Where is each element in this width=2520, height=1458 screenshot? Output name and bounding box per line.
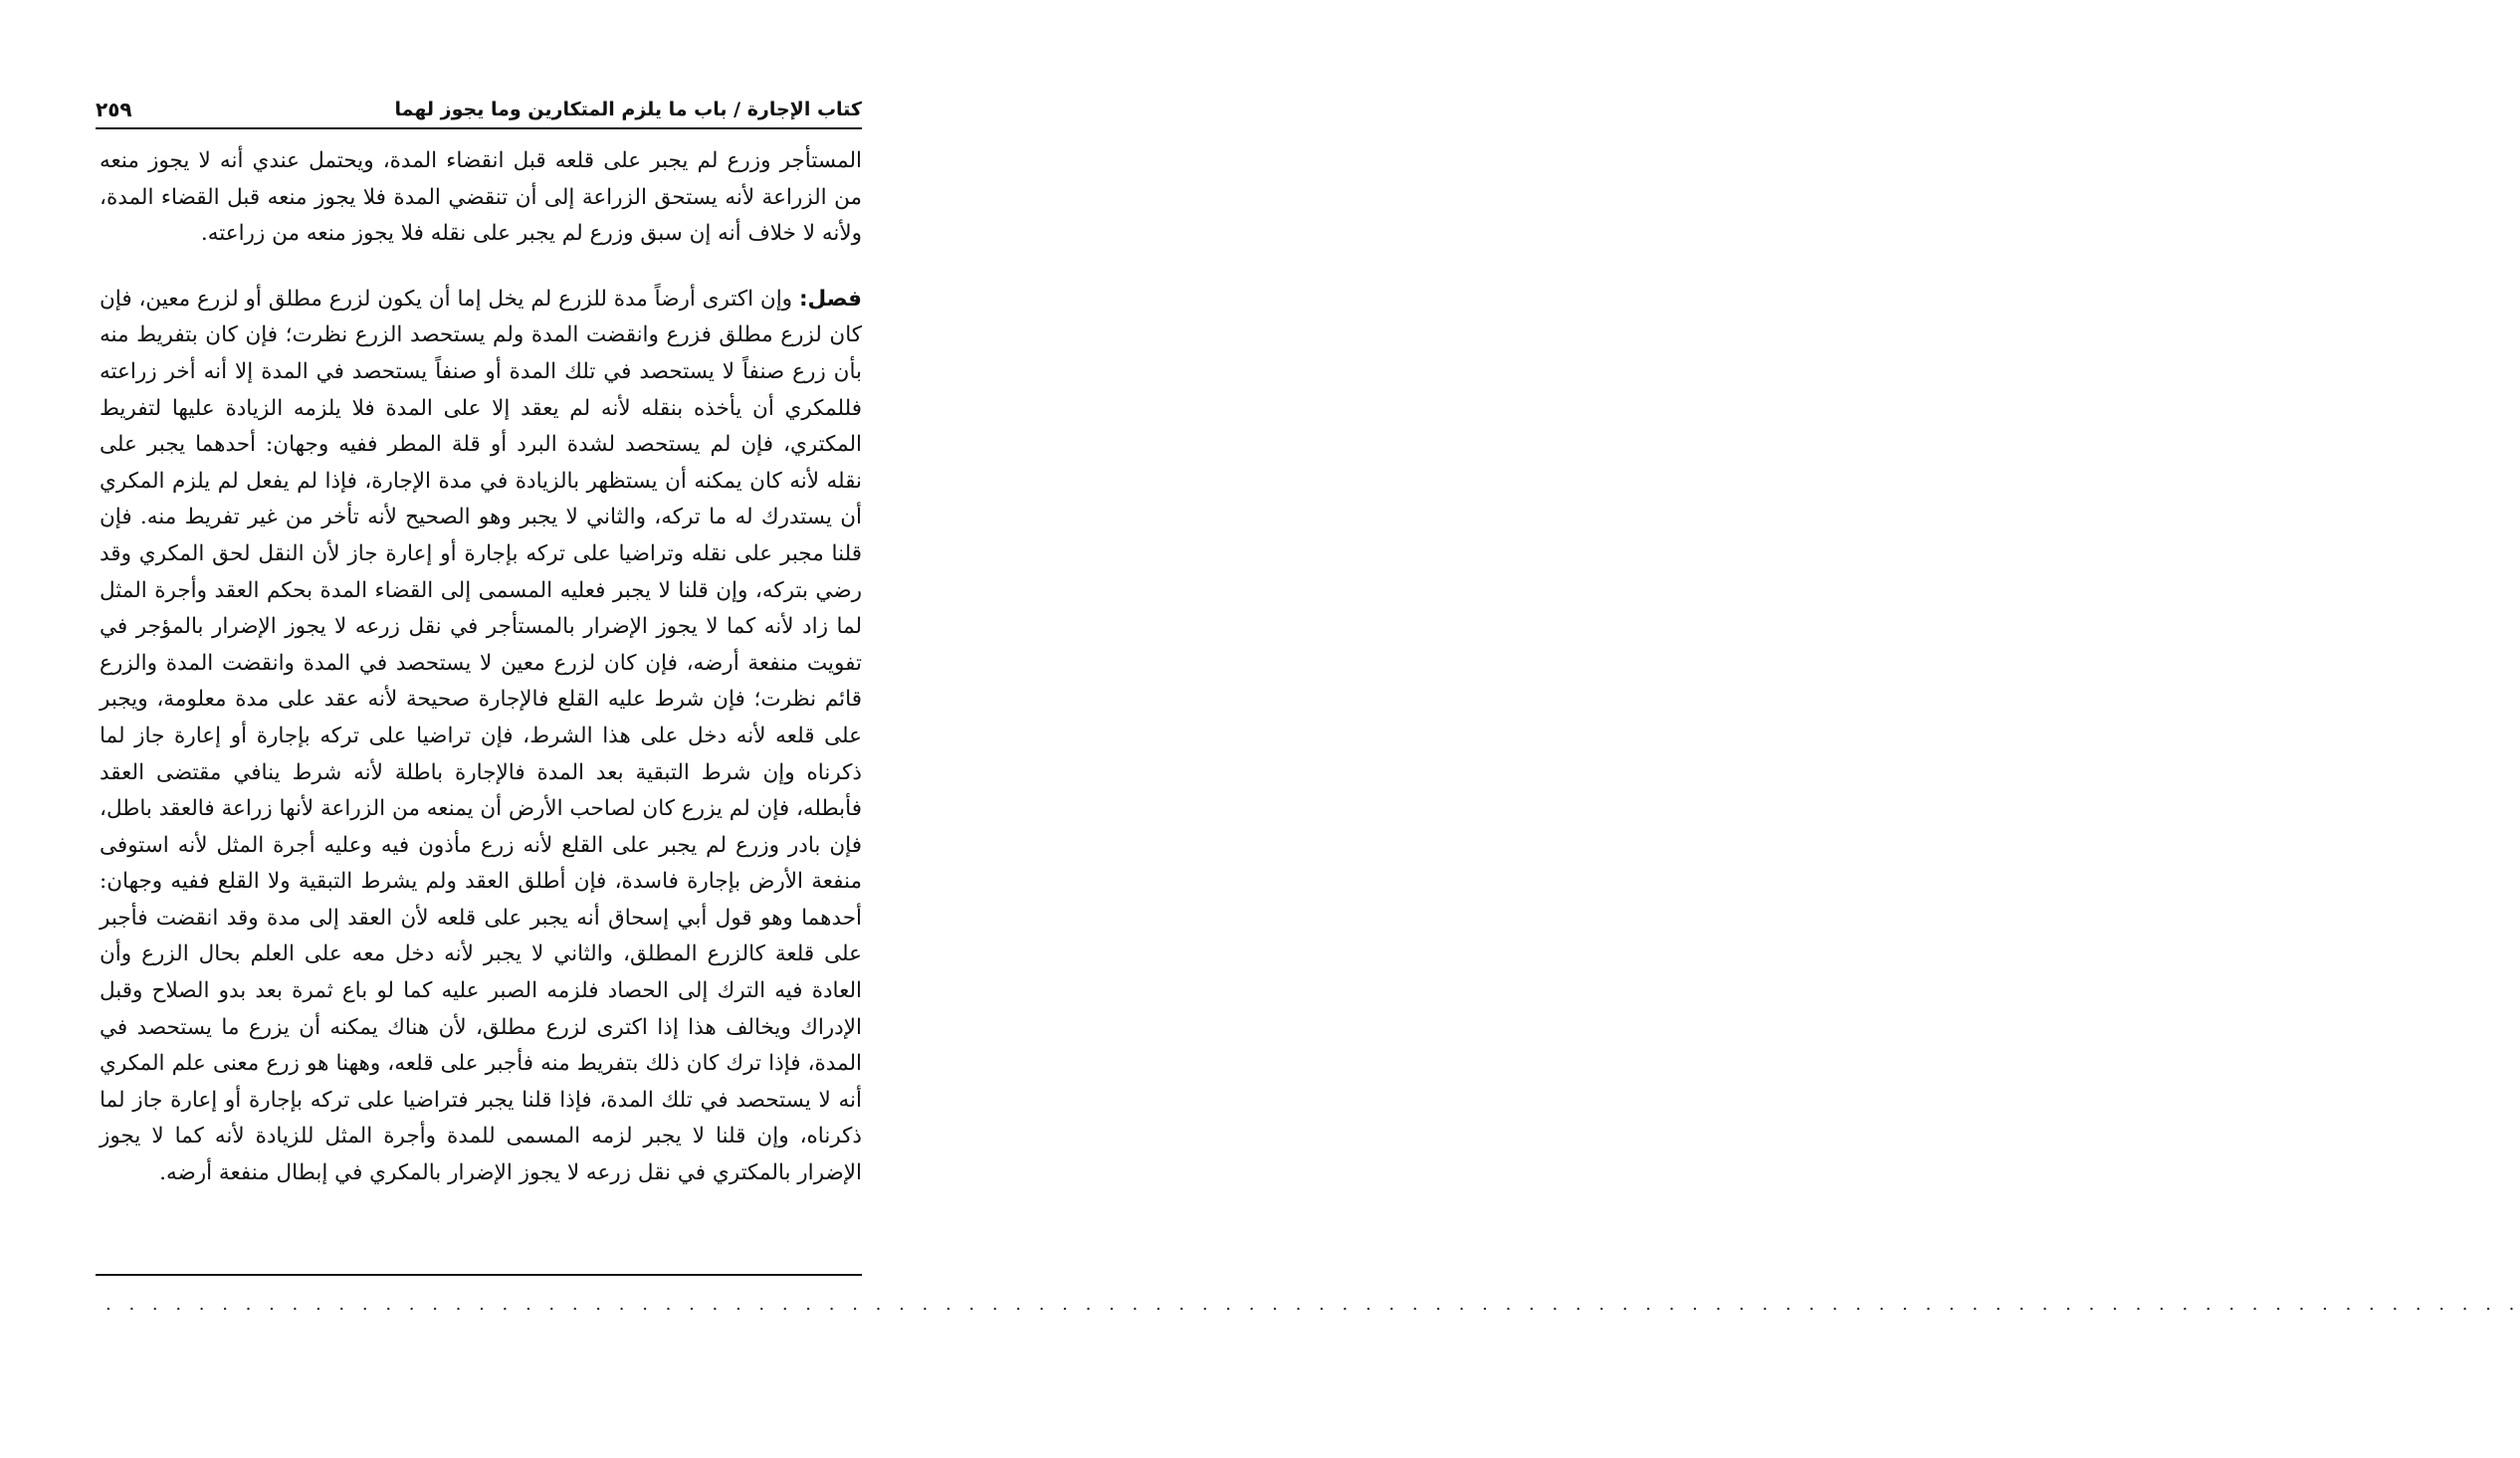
footnote-separator bbox=[96, 1274, 862, 1276]
page-number: ٢٥٩ bbox=[96, 98, 132, 121]
paragraph-continuation: المستأجر وزرع لم يجبر على قلعه قبل انقضاء المدة، ويحتمل عندي أنه لا يجوز منعه من الزراعة لأنه يستحق الزراعة إلى أن تنقضي المدة فلا يجوز منعه قبل القضاء المدة، ولأنه لا خلاف أنه إن سبق وزرع لم يجبر على نقله فلا يجوز منعه من زراعته. bbox=[100, 148, 862, 247]
running-header bbox=[96, 92, 862, 129]
main-text bbox=[100, 143, 862, 1192]
running-header-title: كتاب الإجارة / باب ما يلزم المتكارين وما يجوز لهما bbox=[394, 99, 862, 120]
section-label: فصل: bbox=[798, 286, 863, 312]
footnote-dots: . . . . . . . . . . . . . . . . . . . . . . . . . . . . . . . . . . . . . . . . . . . . . . . . . . . . . . . . . . . . . . . . . . . . . . . . . . . . . . . . . . . . . . . . . . . . . . . . . . . . . . . . bbox=[105, 1294, 2520, 1315]
paragraph-section bbox=[100, 282, 862, 1192]
section-text: وإن اكترى أرضاً مدة للزرع لم يخل إما أن يكون لزرع مطلق أو لزرع معين، فإن كان لزرع مطلق فزرع وانقضت المدة ولم يستحصد الزرع نظرت؛ فإن كان بتفريط منه بأن زرع صنفاً لا يستحصد في تلك المدة أو صنفاً يستحصد في المدة إلا أنه أخر زراعته فللمكري أن يأخذه بنقله لأنه لم يعقد إلا على المدة فلا يلزمه الزيادة عليها لتفريط المكتري، فإن لم يستحصد لشدة البرد أو قلة المطر ففيه وجهان: أحدهما يجبر على نقله لأنه كان يمكنه أن يستظهر بالزيادة في مدة الإجارة، فإذا لم يفعل لم يلزم المكري أن يستدرك له ما تركه، والثاني لا يجبر وهو الصحيح لأنه تأخر من غير تفريط منه. فإن قلنا مجبر على نقله وتراضيا على تركه بإجارة أو إعارة جاز لأن النقل لحق المكري وقد رضي بتركه، وإن قلنا لا يجبر فعليه المسمى إلى القضاء المدة بحكم العقد وأجرة المثل لما زاد لأنه كما لا يجوز الإضرار بالمستأجر في نقل زرعه لا يجوز الإضرار بالمؤجر في تفويت منفعة أرضه، فإن كان لزرع معين لا يستحصد في المدة وانقضت المدة والزرع قائم نظرت؛ فإن شرط عليه القلع فالإجارة صحيحة لأنه عقد على مدة معلومة، ويجبر على قلعه لأنه دخل على هذا الشرط، فإن تراضيا على تركه بإجارة أو إعارة جاز لما ذكرناه وإن شرط التبقية بعد المدة فالإجارة باطلة لأنه شرط ينافي مقتضى العقد فأبطله، فإن لم يزرع كان لصاحب الأرض أن يمنعه من الزراعة لأنها زراعة فالعقد باطل، فإن بادر وزرع لم يجبر على القلع لأنه زرع مأذون فيه وعليه أجرة المثل لأنه استوفى منفعة الأرض بإجارة فاسدة، فإن أطلق العقد ولم يشرط التبقية ولا القلع ففيه وجهان: أحدهما وهو قول أبي إسحاق أنه يجبر على قلعه لأن العقد إلى مدة وقد انقضت فأجبر على قلعة كالزرع المطلق، والثاني لا يجبر لأنه دخل معه على العلم بحال الزرع وأن العادة فيه الترك إلى الحصاد فلزمه الصبر عليه كما لو باع ثمرة بعد بدو الصلاح وقبل الإدراك ويخالف هذا إذا اكترى لزرع مطلق، لأن هناك يمكنه أن يزرع ما يستحصد في المدة، فإذا ترك كان ذلك بتفريط منه فأجبر على قلعه، وههنا هو زرع معنى علم المكري أنه لا يستحصد في تلك المدة، فإذا قلنا يجبر فتراضيا على تركه بإجارة أو إعارة جاز لما ذكرناه، وإن قلنا لا يجبر لزمه المسمى للمدة وأجرة المثل للزيادة لأنه كما لا يجوز الإضرار بالمكتري في نقل زرعه لا يجوز الإضرار بالمكري في إبطال منفعة أرضه. bbox=[100, 286, 862, 1186]
